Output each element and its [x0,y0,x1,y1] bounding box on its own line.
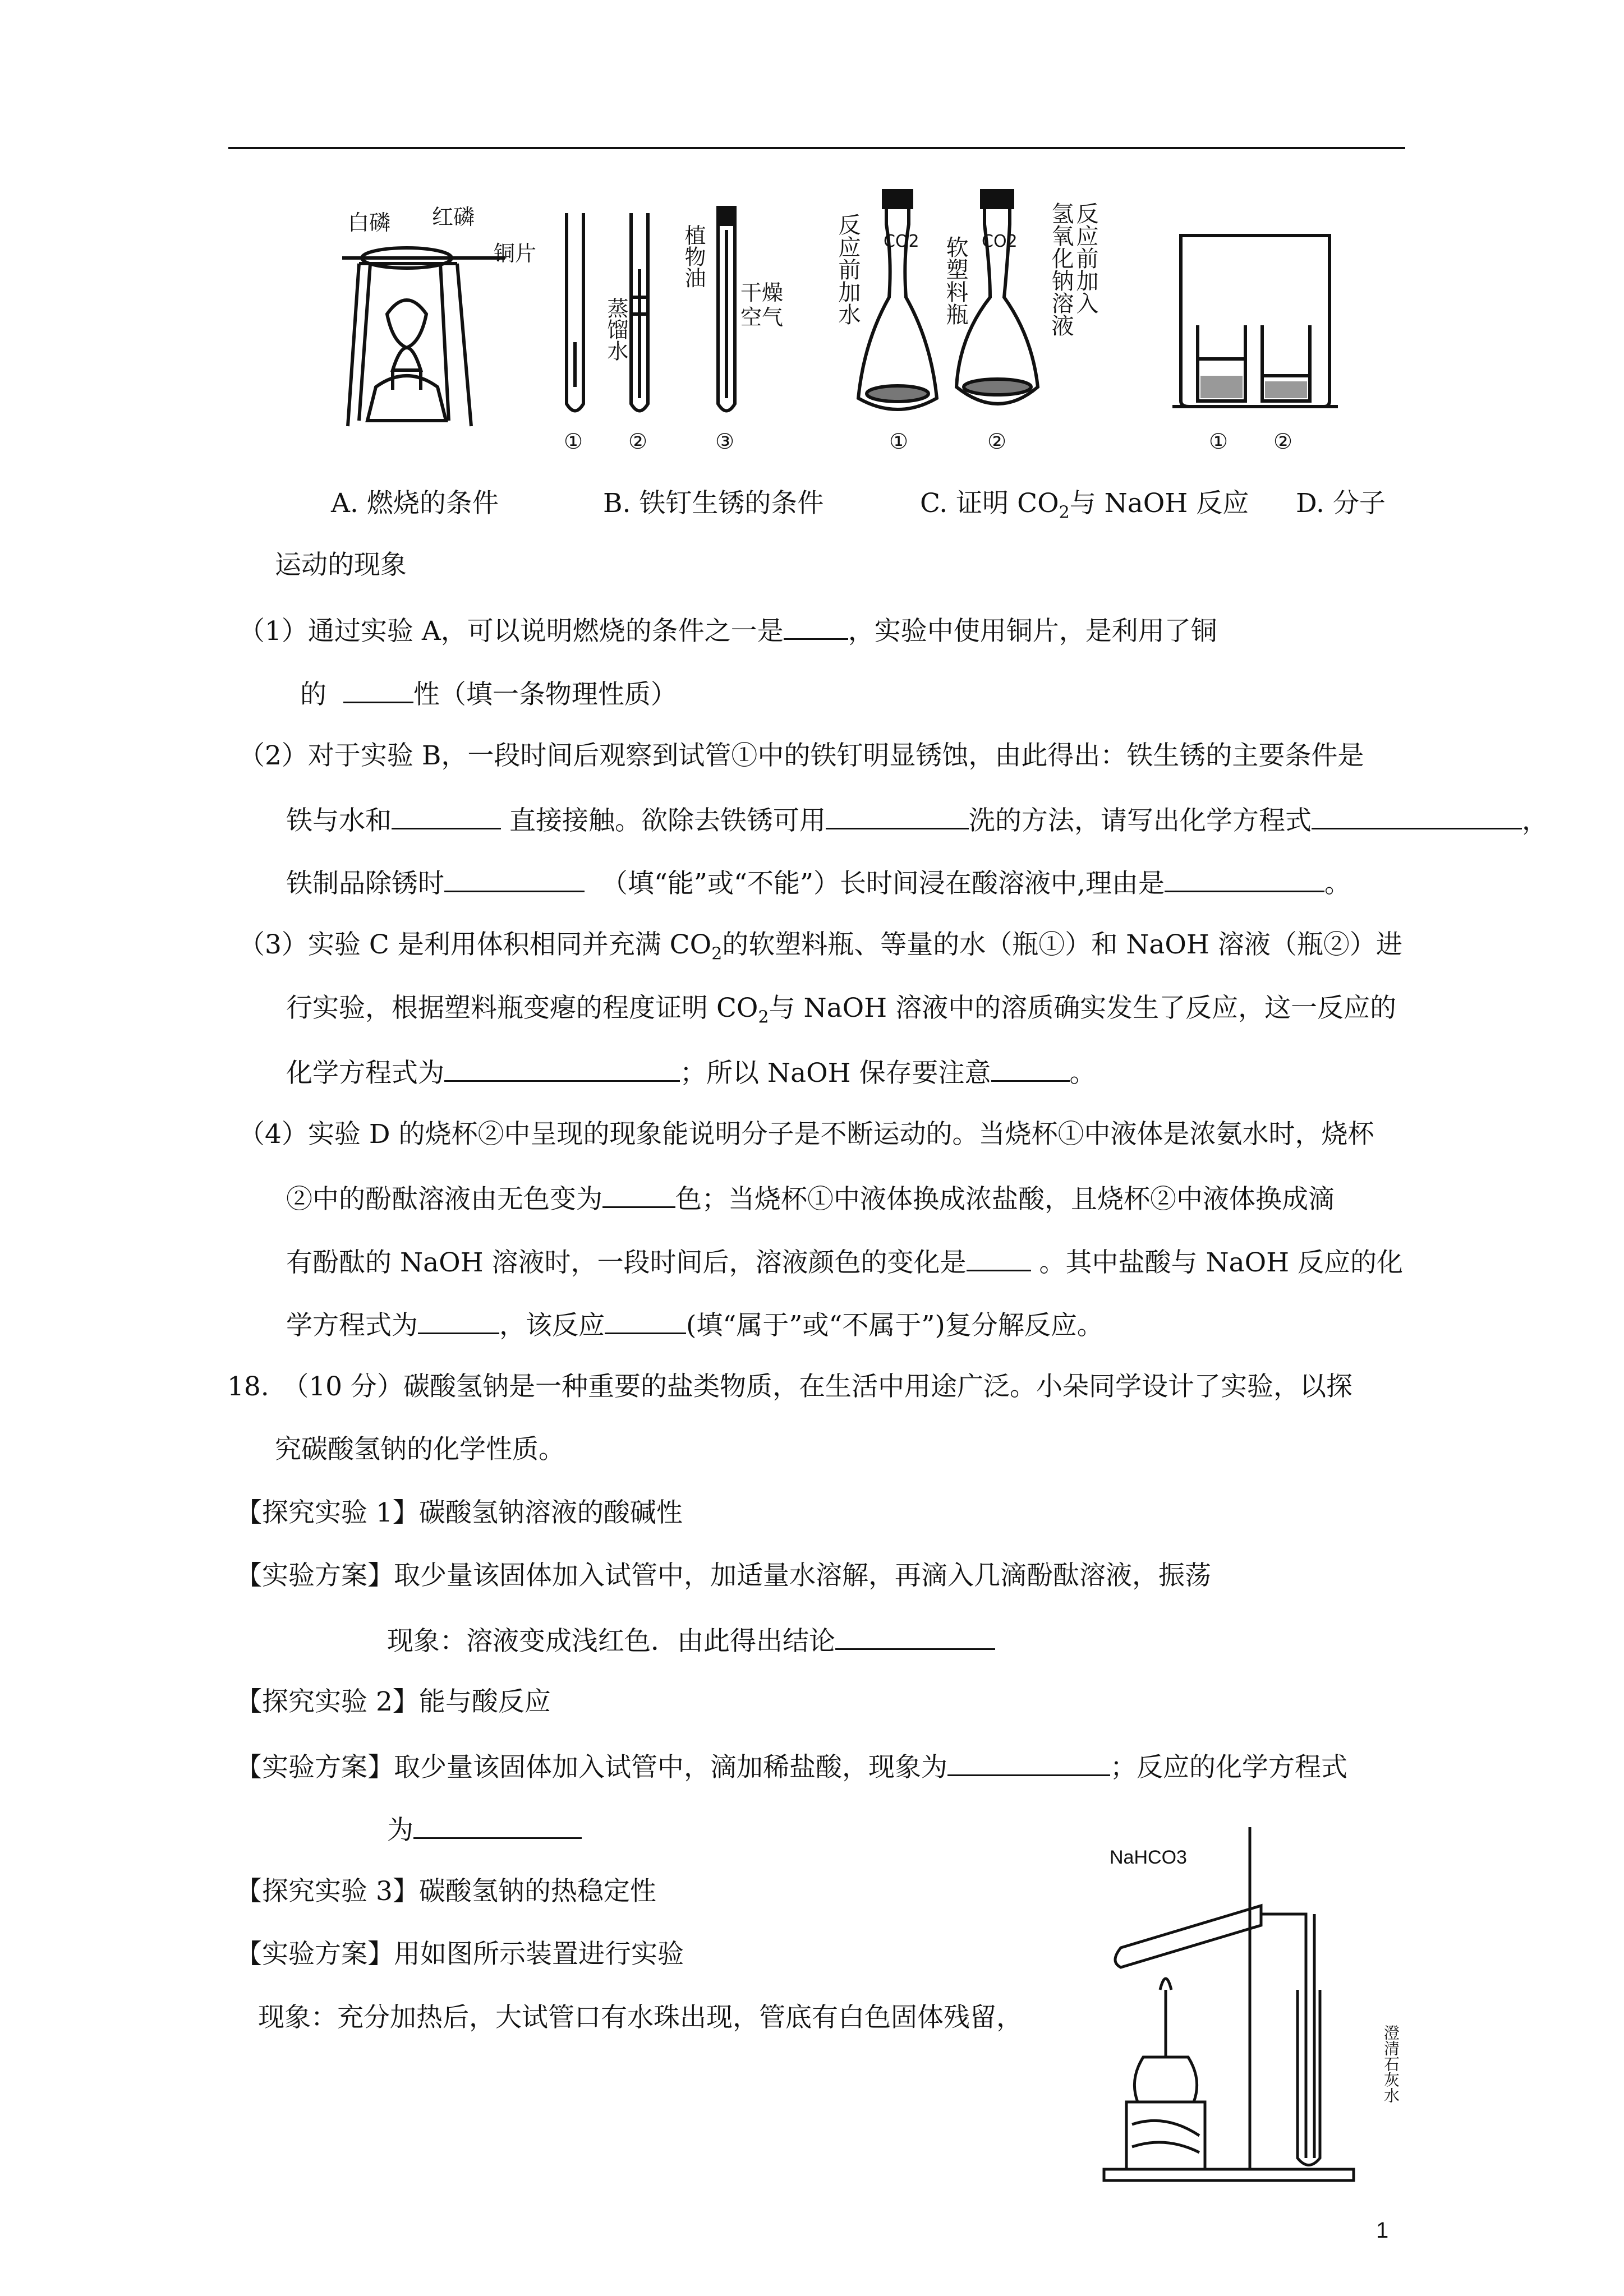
q18-line1: 18. （10 分）碳酸氢钠是一种重要的盐类物质，在生活中用途广泛。小朵同学设计了实验，以探 [227,1371,1352,1402]
q18-exp1-obs: 现象：溶液变成浅红色．由此得出结论 [387,1622,995,1658]
q4-blank-1 [602,1181,675,1208]
q3-blank-2 [991,1054,1070,1082]
label-tube-1: ① [564,429,583,454]
q18-exp3-plan: 【实验方案】用如图所示装置进行实验 [236,1939,684,1970]
caption-d: D. 分子 [1296,488,1386,519]
q18-blank-1 [835,1622,995,1650]
q18-exp2-title: 【探究实验 2】能与酸反应 [236,1686,551,1717]
q2-blank-4 [444,865,585,892]
q18-blank-2 [947,1749,1110,1776]
figure-a-combustion [342,248,505,426]
q2-line1: （2）对于实验 B，一段时间后观察到试管①中的铁钉明显锈蚀，由此得出：铁生锈的主要条件是 [238,740,1364,771]
q2-line2: 铁与水和 直接接触。欲除去铁锈可用 洗的方法，请写出化学方程式 ， [286,802,1548,838]
caption-c: C. 证明 $CO_2$与 NaOH 反应 [920,488,1249,523]
q18-line2: 究碳酸氢钠的化学性质。 [275,1434,565,1465]
label-d-beaker2: ② [1273,429,1293,454]
q4-blank-3 [418,1307,499,1334]
q2-blank-5 [1165,865,1324,892]
q18-blank-3 [413,1811,582,1839]
q4-blank-4 [605,1307,686,1334]
q1-line1: （1）通过实验 A，可以说明燃烧的条件之一是 ，实验中使用铜片，是利用了铜 [238,612,1217,648]
q3-blank-1 [444,1054,680,1082]
page-number: 1 [1376,2218,1389,2243]
apparatus-nahco3-label: NaHCO3 [1110,1847,1187,1868]
apparatus-limewater-label: 澄清石灰水 [1382,2025,1400,2103]
q4-line1: （4）实验 D 的烧杯②中呈现的现象能说明分子是不断运动的。当烧杯①中液体是浓氨水时，烧杯 [238,1119,1374,1150]
figure-b-test-tubes [567,208,735,411]
q1-line2: 的 性（填一条物理性质） [300,676,677,712]
label-co2-bottle1: CO2 [884,232,919,251]
q3-line2: 行实验，根据塑料瓶变瘪的程度证明 $CO_2$与 NaOH 溶液中的溶质确实发生了反应，这一反应的 [286,993,1397,1027]
q3-line3: 化学方程式为 ；所以 NaOH 保存要注意 。 [286,1054,1096,1090]
q4-blank-2 [967,1244,1031,1271]
q18-exp3-title: 【探究实验 3】碳酸氢钠的热稳定性 [236,1876,656,1907]
label-beaker1-num: ① [889,429,909,454]
caption-d-cont: 运动的现象 [275,550,407,580]
label-tube-3: ③ [715,429,735,454]
label-copper-sheet: 铜片 [494,241,537,266]
q18-exp3-obs: 现象：充分加热后，大试管口有水珠出现，管底有白色固体残留， [258,2002,1023,2033]
q4-line2: ②中的酚酞溶液由无色变为 色；当烧杯①中液体换成浓盐酸，且烧杯②中液体换成滴 [286,1181,1335,1216]
label-tube-2: ② [628,429,648,454]
label-beaker2-num: ② [987,429,1007,454]
label-added-before-reaction: 反应前加入 [1073,202,1098,314]
figure-d-beakers [1172,236,1338,407]
label-soft-bottle: 软塑料瓶 [942,236,968,325]
q4-line3: 有酚酞的 NaOH 溶液时，一段时间后，溶液颜色的变化是 。其中盐酸与 NaOH 反应的化 [286,1244,1403,1280]
q2-blank-1 [392,802,501,829]
label-water-before-reaction: 反应前加水 [835,213,861,325]
header-rule [228,147,1405,149]
label-dry-air: 干燥空气 [740,280,784,330]
q2-line3: 铁制品除锈时 （填“能”或“不能”）长时间浸在酸溶液中,理由是 。 [286,865,1351,901]
q1-blank-2 [343,676,413,703]
q2-blank-3 [1312,802,1522,829]
label-red-phosphorus: 红磷 [432,205,475,229]
label-co2-bottle2: CO2 [982,232,1018,251]
q3-line1: （3）实验 C 是利用体积相同并充满 $CO_2$的软塑料瓶、等量的水（瓶①）和 NaOH 溶液（瓶②）进 [238,929,1402,964]
caption-b: B. 铁钉生锈的条件 [603,488,824,519]
label-plant-oil: 植物油 [681,224,706,288]
label-naoh-solution: 氢氧化钠溶液 [1048,202,1074,336]
q1-blank-1 [784,612,848,640]
q18-exp2-plan: 【实验方案】取少量该固体加入试管中，滴加稀盐酸，现象为 ；反应的化学方程式 [236,1749,1347,1785]
label-d-beaker1: ① [1209,429,1229,454]
q2-blank-2 [826,802,969,829]
label-distilled-water: 蒸馏水 [604,297,628,361]
caption-a: A. 燃烧的条件 [331,488,499,519]
q4-line4: 学方程式为 ，该反应 (填“属于”或“不属于”)复分解反应。 [286,1307,1103,1343]
heating-apparatus-figure [1098,1822,1418,2186]
q18-exp1-plan: 【实验方案】取少量该固体加入试管中，加适量水溶解，再滴入几滴酚酞溶液，振荡 [236,1560,1211,1591]
q18-exp1-title: 【探究实验 1】碳酸氢钠溶液的酸碱性 [236,1497,683,1528]
q18-exp2-plan-cont: 为 [387,1811,582,1847]
label-white-phosphorus: 白磷 [348,210,391,235]
